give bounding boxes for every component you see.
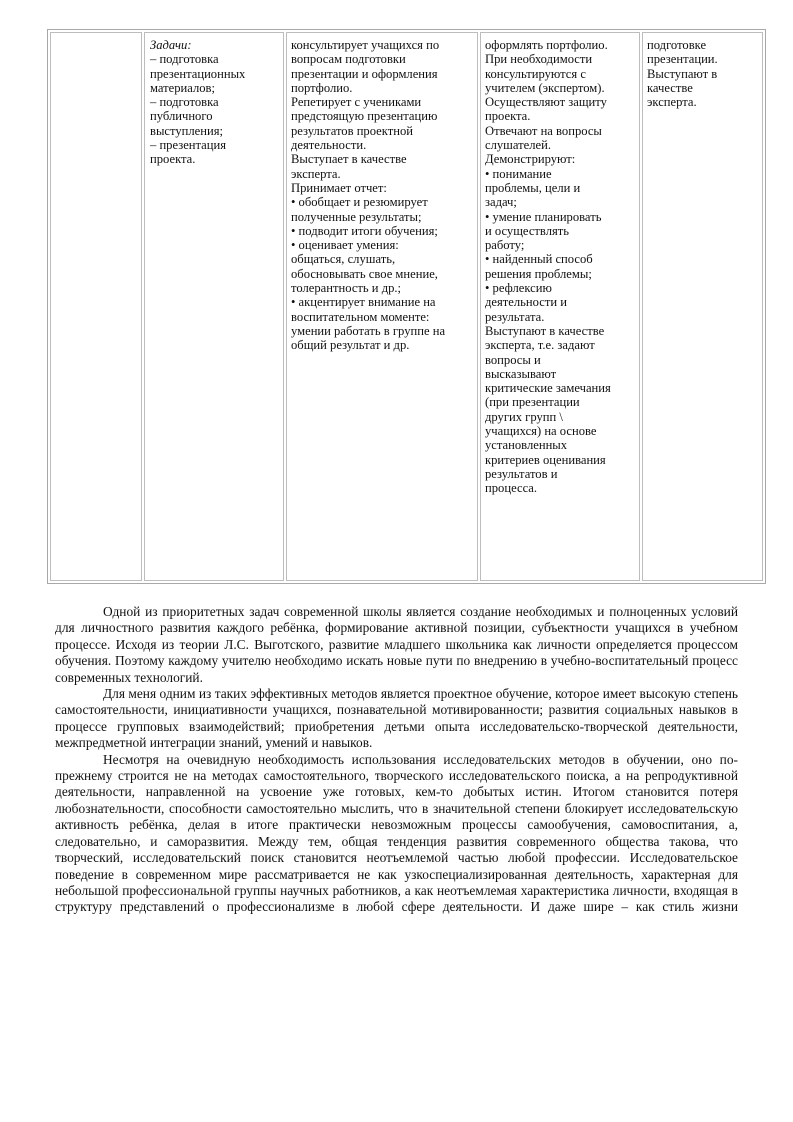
table-cell-result (642, 32, 763, 581)
body-text (55, 604, 738, 916)
result-line: подготовке (647, 38, 707, 52)
table-cell-stage (50, 32, 142, 581)
teacher-activity-line: консультирует учащихся по (291, 38, 440, 52)
student-activity-line: результата. (485, 309, 545, 324)
tasks-line: – подготовка (150, 52, 219, 67)
student-activity-line: и осуществлять (485, 223, 570, 238)
teacher-activity-line: воспитательном моменте: (291, 309, 430, 324)
student-activity-line: оформлять портфолио. (485, 38, 608, 52)
teacher-activity-line: деятельности. (291, 138, 367, 153)
teacher-activity-line: общий результат и др. (291, 338, 410, 353)
teacher-activity-line: • акцентирует внимание на (291, 295, 436, 310)
student-activity-line: других групп \ (485, 409, 563, 424)
student-activity-line: Демонстрируют: (485, 152, 576, 167)
student-activity-line: При необходимости (485, 52, 593, 67)
project-stages-table (47, 29, 766, 584)
student-activity-line: консультируются с (485, 66, 586, 81)
teacher-activity-line: • подводит итоги обучения; (291, 223, 438, 238)
tasks-line: публичного (150, 109, 213, 124)
student-activity-line: вопросы и (485, 352, 541, 367)
student-activity-line: эксперта, т.е. задают (485, 338, 595, 353)
student-activity-line: (при презентации (485, 395, 580, 410)
student-activity-line: проблемы, цели и (485, 180, 581, 195)
teacher-activity-text (291, 38, 473, 353)
teacher-activity-line: результатов проектной (291, 123, 414, 138)
tasks-line: презентационных (150, 66, 246, 81)
student-activity-line: критериев оценивания (485, 452, 606, 467)
paragraph-2: Для меня одним из таких эффективных методов является проектное обучение, которое имеет высокую степень самостоятельности, инициативности учащихся, познавательной мотивированности; развития социальных навыков в процессе групповых взаимодействий; приобретения детьми опыта исследовательско-творческой деятельности, межпредметной интеграции знаний, умений и навыков. (55, 686, 738, 751)
teacher-activity-line: умении работать в группе на (291, 323, 446, 338)
student-activity-line: • умение планировать (485, 209, 602, 224)
teacher-activity-line: • обобщает и резюмирует (291, 195, 428, 210)
teacher-activity-line: толерантность и др.; (291, 281, 402, 296)
teacher-activity-line: Выступает в качестве (291, 152, 407, 167)
student-activity-line: установленных (485, 438, 568, 453)
student-activity-line: деятельности и (485, 295, 567, 310)
student-activity-line: высказывают (485, 366, 557, 381)
paragraph-3: Несмотря на очевидную необходимость использования исследовательских методов в обучении, оно по-прежнему строится не на методах самостоятельного, творческого исследовательского поиска, а на репродуктивной деятельности, направленной на усвоение уже готовых, кем-то добытых истин. Итогом становится потеря любознательности, способности самостоятельно мыслить, что в значительной степени блокирует исследовательскую активность ребёнка, делая в итоге практически невозможным процессы самообучения, самовоспитания, а, следовательно, и саморазвития. Между тем, общая тенденция развития современного общества такова, что творческий, исследовательский поиск становится неотъемлемой частью любой профессии. Исследовательское поведение в современном мире рассматривается не как узкоспециализированная деятельность, характерная для небольшой профессиональной группы научных работников, а как неотъемлемая характеристика личности, входящая в структуру представлений о профессионализме в любой сфере деятельности. И даже шире – как стиль жизни (55, 751, 738, 915)
table-cell-teacher-activity (286, 32, 478, 581)
teacher-activity-line: Репетирует с учениками (291, 95, 422, 110)
tasks-line: – подготовка (150, 95, 219, 110)
student-activity-line: Выступают в качестве (485, 323, 605, 338)
student-activity-text (485, 38, 635, 496)
tasks-line: – презентация (150, 138, 227, 153)
tasks-heading: Задачи: (150, 38, 192, 52)
teacher-activity-line: эксперта. (291, 166, 341, 181)
teacher-activity-line: обосновывать свое мнение, (291, 266, 438, 281)
tasks-line: выступления; (150, 123, 224, 138)
student-activity-line: учащихся) на основе (485, 424, 597, 439)
tasks-list (150, 52, 279, 166)
student-activity-line: • рефлексию (485, 281, 552, 296)
student-activity-line: Отвечают на вопросы (485, 123, 602, 138)
paragraph-1: Одной из приоритетных задач современной школы является создание необходимых и полноценных условий для личностного развития каждого ребёнка, формирование активной позиции, субъектности учащихся в учебном процессе. Исходя из теории Л.С. Выготского, развитие младшего школьника как личности определяется процессом обучения. Поэтому каждому учителю необходимо искать новые пути по внедрению в учебно-воспитательный процесс современных технологий. (55, 604, 738, 685)
student-activity-line: работу; (485, 238, 525, 253)
result-line: качестве (647, 80, 693, 95)
teacher-activity-line: общаться, слушать, (291, 252, 396, 267)
student-activity-line: Осуществляют защиту (485, 95, 607, 110)
result-line: презентации. (647, 52, 718, 67)
student-activity-line: задач; (485, 195, 517, 210)
teacher-activity-line: предстоящую презентацию (291, 109, 438, 124)
result-line: эксперта. (647, 95, 697, 110)
student-activity-line: результатов и (485, 466, 558, 481)
student-activity-line: проекта. (485, 109, 531, 124)
student-activity-line: критические замечания (485, 381, 611, 396)
student-activity-line: учителем (экспертом). (485, 80, 605, 95)
tasks-line: проекта. (150, 152, 196, 167)
student-activity-line: • найденный способ (485, 252, 593, 267)
student-activity-line: слушателей. (485, 138, 551, 153)
table-cell-tasks (144, 32, 284, 581)
result-text (647, 38, 758, 109)
teacher-activity-line: вопросам подготовки (291, 52, 406, 67)
table-cell-student-activity (480, 32, 640, 581)
student-activity-line: • понимание (485, 166, 552, 181)
teacher-activity-line: портфолио. (291, 80, 353, 95)
teacher-activity-line: • оценивает умения: (291, 238, 399, 253)
tasks-line: материалов; (150, 80, 216, 95)
teacher-activity-line: презентации и оформления (291, 66, 438, 81)
student-activity-line: процесса. (485, 481, 538, 496)
result-line: Выступают в (647, 66, 718, 81)
teacher-activity-line: полученные результаты; (291, 209, 422, 224)
teacher-activity-line: Принимает отчет: (291, 180, 387, 195)
student-activity-line: решения проблемы; (485, 266, 592, 281)
